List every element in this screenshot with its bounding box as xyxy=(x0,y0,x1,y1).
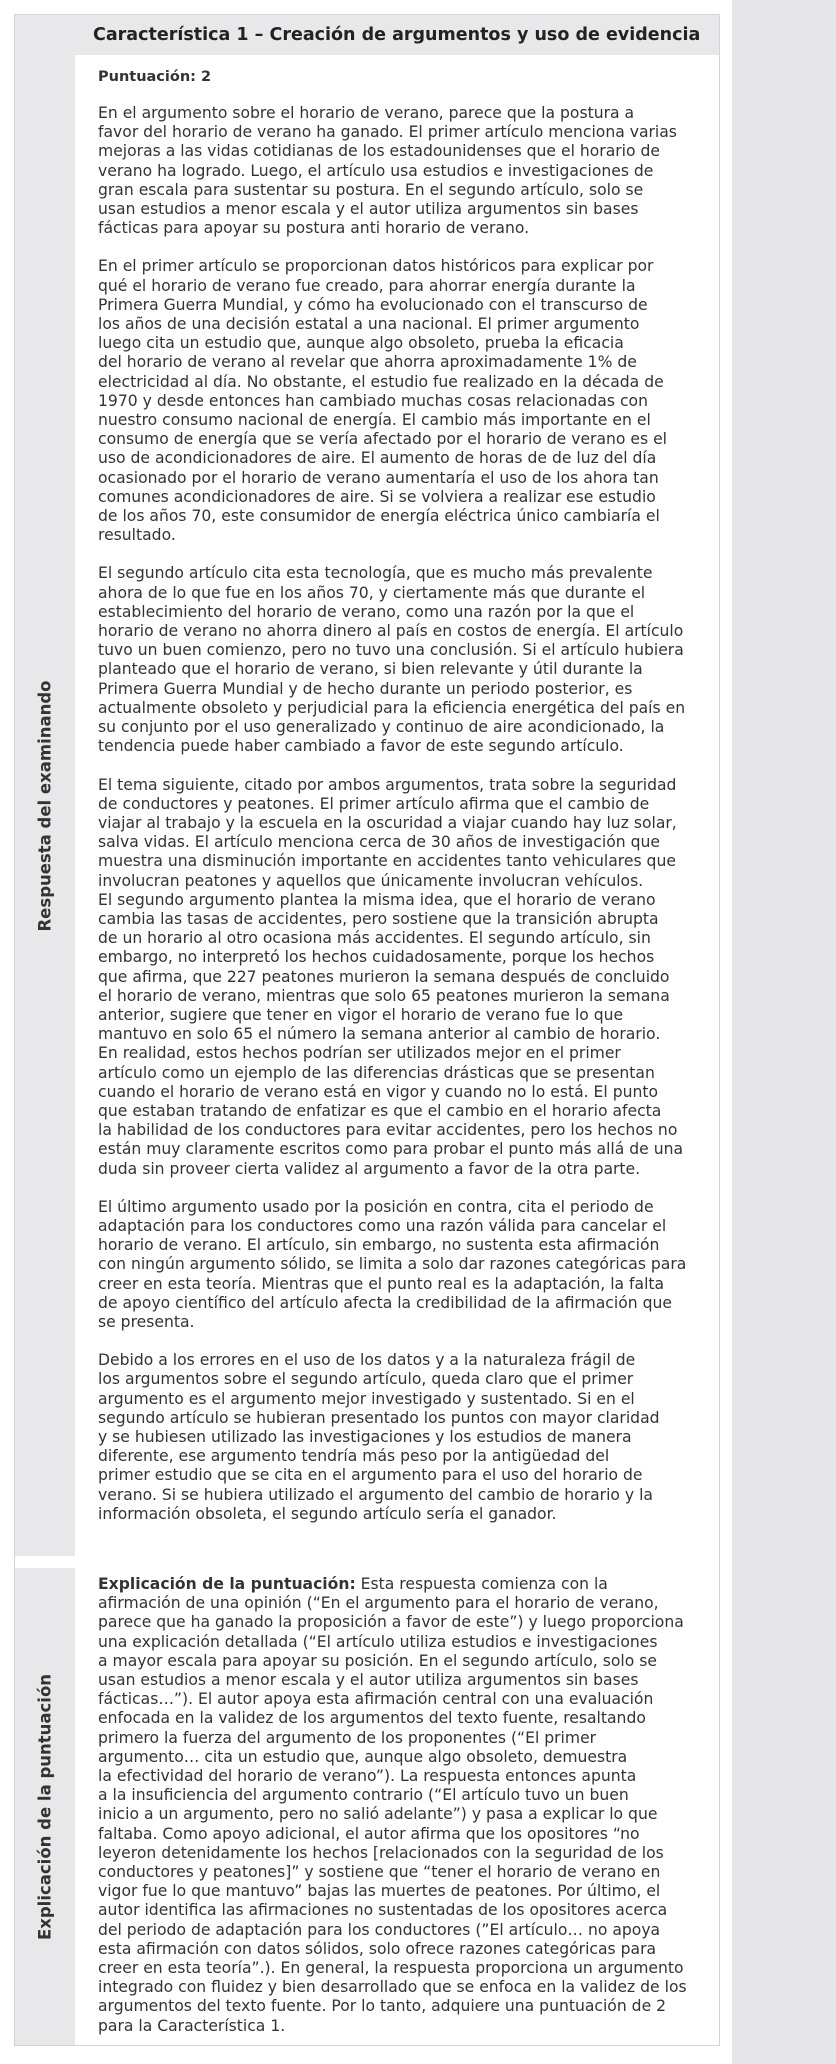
trait-title: Característica 1 – Creación de argumentos y uso de evidencia xyxy=(93,25,701,45)
explanation-side-label-column xyxy=(15,1568,75,2045)
explanation-body: Esta respuesta comienza con la afirmación de una opinión (“En el argumento para el horario de verano, parece que ha ganado la proposición a favor de este”) y luego proporciona una explicación detallada (“El artículo utiliza estudios e investigaciones a mayor escala para apoyar su posición. En el segundo artículo, solo se usan estudios a menor escala y el autor utiliza argumentos sin bases fácticas…”). El autor apoya esta afirmación central con una evaluación enfocada en la validez de los argumentos del texto fuente, resaltando primero la fuerza del argumento de los proponentes (“El primer argumento… cita un estudio que, aunque algo obsoleto, demuestra la efectividad del horario de verano”). La respuesta entonces apunta a la insuficiencia del argumento contrario (“El artículo tuvo un buen inicio a un argumento, pero no salió adelante”) y pasa a explicar lo que faltaba. Como apoyo adicional, el autor afirma que los opositores “no leyeron detenidamente los hechos [relacionados con la seguridad de los conductores y peatones]” y sostiene que “tener el horario de verano en vigor fue lo que mantuvo” bajas las muertes de peatones. Por último, el autor identifica las afirmaciones no sustentadas de los opositores acerca del periodo de adaptación para los conductores (”El artículo… no apoya esta afirmación con datos sólidos, solo ofrece razones categóricas para creer en esta teoría”.). En general, la respuesta proporciona un argumento integrado con fluidez y bien desarrollado que se enfoca en la validez de los argumentos del texto fuente. Por lo tanto, adquiere una puntuación de 2 para la Característica 1. xyxy=(98,1575,687,2035)
rubric-document xyxy=(14,14,720,2046)
trait-header xyxy=(15,15,719,55)
response-paragraph-5: El último argumento usado por la posición en contra, cita el periodo de adaptación para los conductores como una razón válida para cancelar el horario de verano. El artículo, sin embargo, no sustenta esta afirmación con ningún argumento sólido, se limita a solo dar razones categóricas para creer en esta teoría. Mientras que el punto real es la adaptación, la falta de apoyo científico del artículo afecta la credibilidad de la afirmación que se presenta. xyxy=(98,1197,687,1331)
explanation-lead: Explicación de la puntuación: xyxy=(98,1575,356,1593)
section-divider xyxy=(15,1556,719,1568)
right-margin-panel xyxy=(732,0,836,2064)
response-side-label-column xyxy=(15,55,75,1556)
examinee-response xyxy=(98,68,708,1543)
response-paragraph-3: El segundo artículo cita esta tecnología, que es mucho más prevalente ahora de lo que fue en los años 70, y ciertamente más que durante el establecimiento del horario de verano, como una razón por la que el horario de verano no ahorra dinero al país en costos de energía. El artículo tuvo un buen comienzo, pero no tuvo una conclusión. Si el artículo hubiera planteado que el horario de verano, si bien relevante y útil durante la Primera Guerra Mundial y de hecho durante un periodo posterior, es actualmente obsoleto y perjudicial para la eficiencia energética del país en su conjunto por el uso generalizado y continuo de aire acondicionado, la tendencia puede haber cambiado a favor de este segundo artículo. xyxy=(98,564,686,756)
response-paragraph-6: Debido a los errores en el uso de los datos y a la naturaleza frágil de los argumentos sobre el segundo artículo, queda claro que el primer argumento es el argumento mejor investigado y sustentado. Si en el segundo artículo se hubieran presentado los puntos con mayor claridad y se hubiesen utilizado las investigaciones y los estudios de manera diferente, ese argumento tendría más peso por la antigüedad del primer estudio que se cita en el argumento para el uso del horario de verano. Si se hubiera utilizado el argumento del cambio de horario y la información obsoleta, el segundo artículo sería el ganador. xyxy=(98,1351,660,1523)
explanation-paragraph xyxy=(98,1575,708,2036)
response-side-label: Respuesta del examinando xyxy=(35,679,55,932)
response-paragraph-1: En el argumento sobre el horario de verano, parece que la postura a favor del horario de verano ha ganado. El primer artículo menciona varias mejoras a las vidas cotidianas de los estadounidenses que el horario de verano ha logrado. Luego, el artículo usa estudios e investigaciones de gran escala para sustentar su postura. En el segundo artículo, solo se usan estudios a menor escala y el autor utiliza argumentos sin bases fácticas para apoyar su postura anti horario de verano. xyxy=(98,104,677,238)
response-paragraph-4: El tema siguiente, citado por ambos argumentos, trata sobre la seguridad de conductores y peatones. El primer artículo afirma que el cambio de viajar al trabajo y la escuela en la oscuridad a viajar cuando hay luz solar, salva vidas. El artículo menciona cerca de 30 años de investigación que muestra una disminución importante en accidentes tanto vehiculares que involucran peatones y aquellos que únicamente involucran vehículos. El segundo argumento plantea la misma idea, que el horario de verano cambia las tasas de accidentes, pero sostiene que la transición abrupta de un horario al otro ocasiona más accidentes. El segundo artículo, sin embargo, no interpretó los hechos cuidadosamente, porque los hechos que afirma, que 227 peatones murieron la semana después de concluido el horario de verano, mientras que solo 65 peatones murieron la semana anterior, sugiere que tener en vigor el horario de verano fue lo que mantuvo en solo 65 el número la semana anterior al cambio de horario. En realidad, estos hechos podrían ser utilizados mejor en el primer artículo como un ejemplo de las diferencias drásticas que se presentan cuando el horario de verano está en vigor y cuando no lo está. El punto que estaban tratando de enfatizar es que el cambio en el horario afecta la habilidad de los conductores para evitar accidentes, pero los hechos no están muy claramente escritos como para probar el punto más allá de una duda sin proveer cierta validez al argumento a favor de la otra parte. xyxy=(98,775,684,1178)
response-paragraph-2: En el primer artículo se proporcionan datos históricos para explicar por qué el horario de verano fue creado, para ahorrar energía durante la Primera Guerra Mundial, y cómo ha evolucionado con el transcurso de los años de una decisión estatal a una nacional. El primer argumento luego cita un estudio que, aunque algo obsoleto, prueba la eficacia del horario de verano al revelar que ahorra aproximadamente 1% de electricidad al día. No obstante, el estudio fue realizado en la década de 1970 y desde entonces han cambiado muchas cosas relacionadas con nuestro consumo nacional de energía. El cambio más importante en el consumo de energía que se vería afectado por el horario de verano es el uso de acondicionadores de aire. El aumento de horas de de luz del día ocasionado por el horario de verano aumentaría el uso de los ahora tan comunes acondicionadores de aire. Si se volviera a realizar ese estudio de los años 70, este consumidor de energía eléctrica único cambiaría el resultado. xyxy=(98,257,667,545)
explanation-side-label: Explicación de la puntuación xyxy=(35,1673,55,1940)
score-explanation xyxy=(98,1575,708,2055)
score-label: Puntuación: 2 xyxy=(98,69,212,85)
